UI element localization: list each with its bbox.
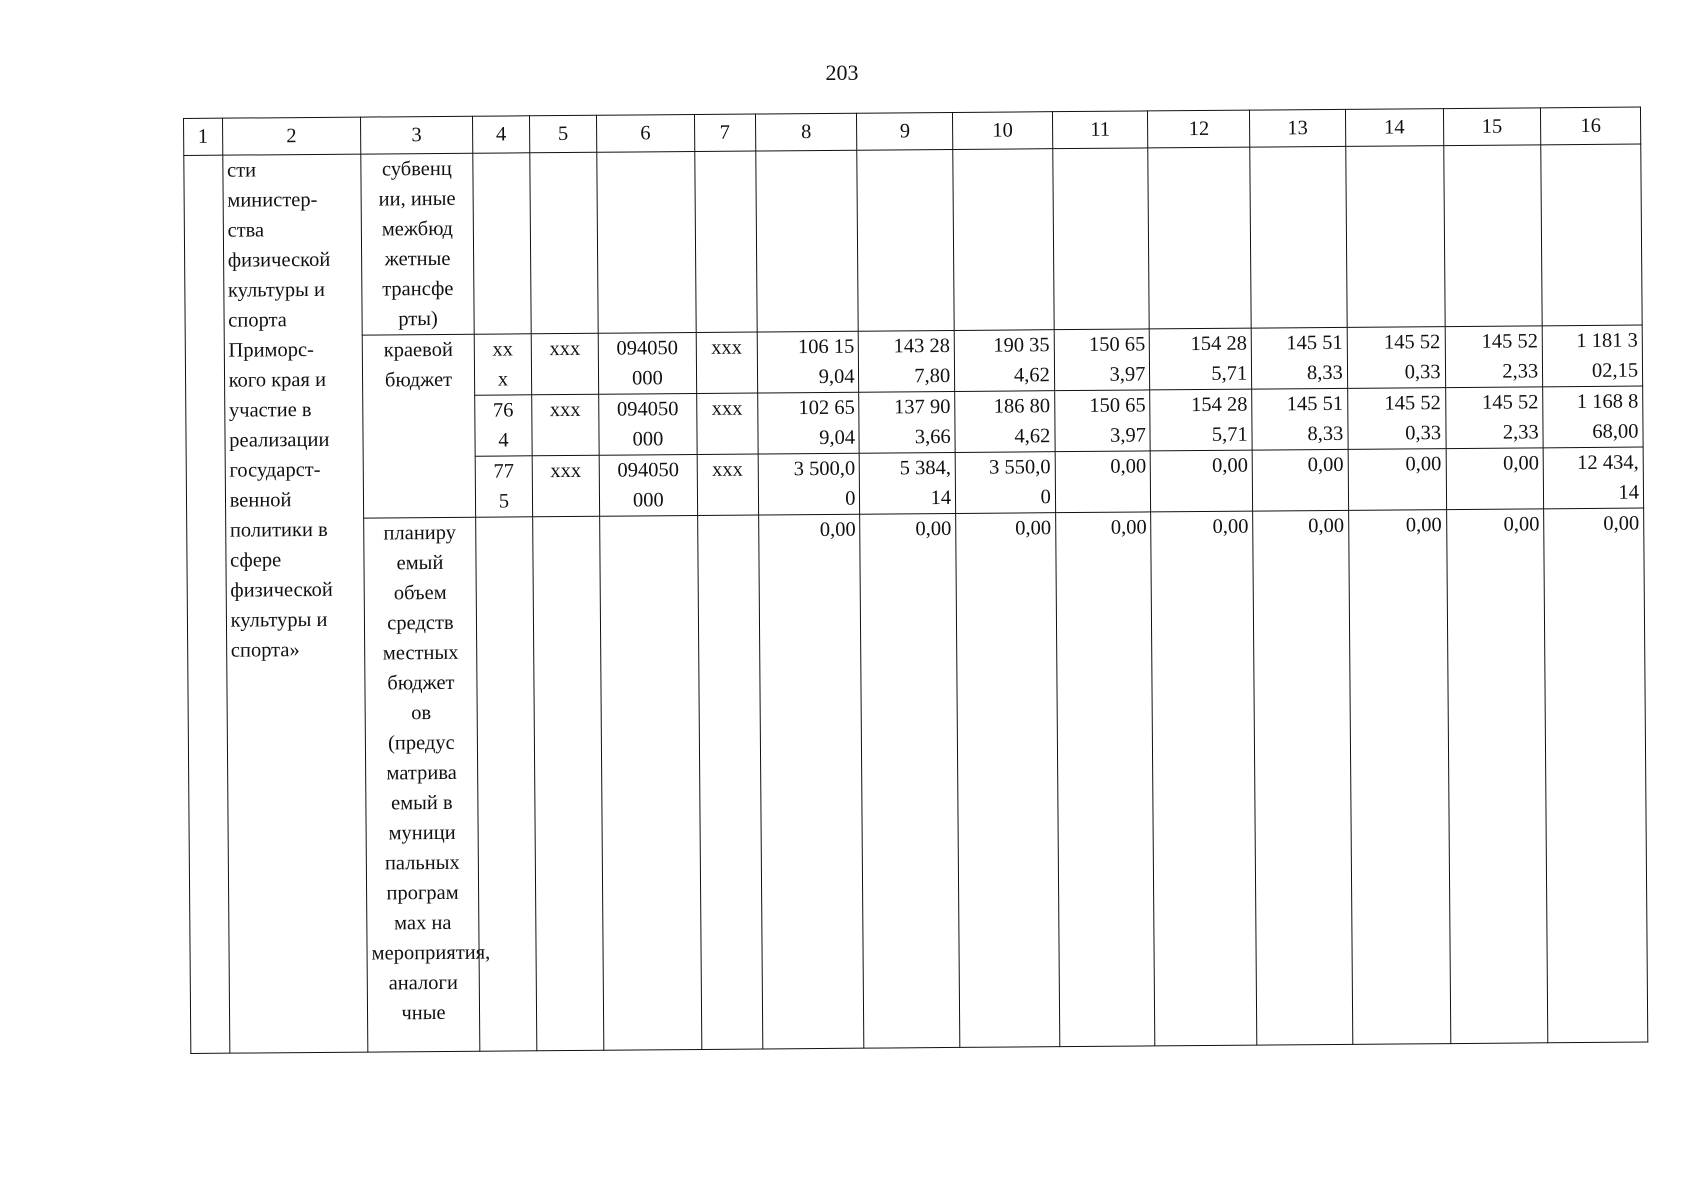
value-cell: 1 181 3 02,15: [1542, 325, 1642, 387]
value-cell: 12 434, 14: [1543, 447, 1643, 509]
value-cell: 0,00: [860, 513, 960, 1048]
value-cell: 145 51 8,33: [1251, 327, 1347, 389]
table-row: [187, 508, 1648, 1053]
value-cell: 0,00: [1055, 512, 1155, 1047]
value-cell: 0,00: [1446, 448, 1544, 510]
value-cell: 0,00: [1348, 449, 1446, 511]
empty-cell: [1346, 146, 1445, 328]
column-number: 9: [857, 112, 953, 150]
code-cell: 094050 000: [599, 454, 697, 516]
empty-cell: [697, 515, 762, 1049]
value-cell: 0,00: [1151, 450, 1253, 512]
event-description: сти министер- ства физической культуры и спорта Приморс- кого края и участие в реализации государст- венной политики в сфере физической культуры и спорта»: [222, 154, 367, 1053]
value-cell: 106 15 9,04: [757, 331, 859, 393]
empty-cell: [694, 151, 756, 332]
code-cell: 094050 000: [598, 332, 696, 394]
column-number: 2: [222, 117, 361, 155]
empty-cell: [953, 149, 1054, 331]
code-cell: ххх: [531, 333, 599, 395]
funding-source: краевой бюджет: [362, 334, 475, 518]
empty-cell: [597, 151, 696, 333]
column-number: 6: [597, 114, 695, 152]
column-number: 13: [1250, 109, 1346, 147]
empty-cell: [600, 515, 702, 1050]
column-number: 15: [1443, 108, 1541, 146]
funding-source: планиру емый объем средств местных бюджет ов (предус матрива емый в муници пальных програм мах на мероприятия, аналоги чные: [364, 517, 480, 1052]
value-cell: 0,00: [1446, 509, 1548, 1044]
code-cell: ххх: [532, 455, 600, 517]
empty-cell: [533, 516, 604, 1051]
value-cell: 150 65 3,97: [1054, 329, 1150, 391]
column-number: 4: [472, 116, 529, 153]
value-cell: 154 28 5,71: [1150, 328, 1252, 390]
table-row: [185, 325, 1642, 397]
empty-cell: [1443, 145, 1542, 327]
code-cell: ххх: [696, 332, 758, 393]
value-cell: 145 52 0,33: [1348, 388, 1446, 450]
column-number: 7: [694, 114, 755, 151]
code-cell: хх х: [474, 334, 531, 395]
value-cell: 145 52 2,33: [1445, 387, 1543, 449]
value-cell: 145 52 2,33: [1445, 326, 1543, 388]
funding-source: субвенц ии, иные межбюд жетные трансфе рты): [361, 153, 474, 335]
column-number: 16: [1541, 107, 1641, 145]
empty-cell: [530, 152, 599, 334]
value-cell: 150 65 3,97: [1054, 390, 1150, 452]
table-row: [184, 144, 1642, 336]
empty-cell: [473, 153, 531, 334]
value-cell: 145 52 0,33: [1347, 327, 1445, 389]
column-number: 3: [361, 116, 473, 154]
value-cell: 186 80 4,62: [955, 391, 1055, 453]
code-cell: 76 4: [475, 395, 532, 456]
value-cell: 0,00: [758, 514, 864, 1049]
value-cell: 0,00: [1348, 510, 1450, 1045]
value-cell: 102 65 9,04: [757, 392, 859, 454]
value-cell: 0,00: [1252, 449, 1348, 511]
empty-cell: [476, 517, 537, 1051]
value-cell: 145 51 8,33: [1252, 388, 1348, 450]
empty-cell: [1250, 146, 1347, 328]
empty-cell: [1053, 148, 1150, 330]
column-number: 5: [529, 115, 596, 153]
value-cell: 1 168 8 68,00: [1543, 386, 1643, 448]
value-cell: 0,00: [1544, 508, 1648, 1043]
value-cell: 5 384, 14: [860, 452, 956, 514]
value-cell: 0,00: [956, 513, 1060, 1048]
value-cell: 3 500,0 0: [758, 453, 860, 515]
empty-cell: [857, 149, 954, 331]
code-cell: 77 5: [475, 456, 532, 517]
column-number: 14: [1345, 109, 1443, 147]
column-number: 12: [1148, 110, 1250, 148]
value-cell: 143 28 7,80: [859, 330, 955, 392]
value-cell: 0,00: [1253, 510, 1353, 1045]
value-cell: 0,00: [1055, 451, 1151, 513]
code-cell: 094050 000: [599, 393, 697, 455]
code-cell: ххх: [696, 393, 758, 454]
value-cell: 0,00: [1151, 511, 1257, 1046]
value-cell: 3 550,0 0: [955, 452, 1055, 514]
empty-cell: [1148, 147, 1251, 329]
empty-cell: [1541, 144, 1642, 326]
budget-table: [183, 107, 1648, 1054]
code-cell: ххх: [532, 394, 600, 456]
column-number: 11: [1052, 111, 1148, 149]
column-number: 1: [184, 118, 223, 155]
code-cell: ххх: [697, 454, 759, 515]
column-number: 10: [953, 112, 1053, 150]
value-cell: 154 28 5,71: [1150, 389, 1252, 451]
page-number: 203: [825, 60, 859, 85]
value-cell: 137 90 3,66: [859, 391, 955, 453]
value-cell: 190 35 4,62: [954, 330, 1054, 392]
empty-cell: [756, 150, 859, 332]
column-number: 8: [755, 113, 857, 151]
